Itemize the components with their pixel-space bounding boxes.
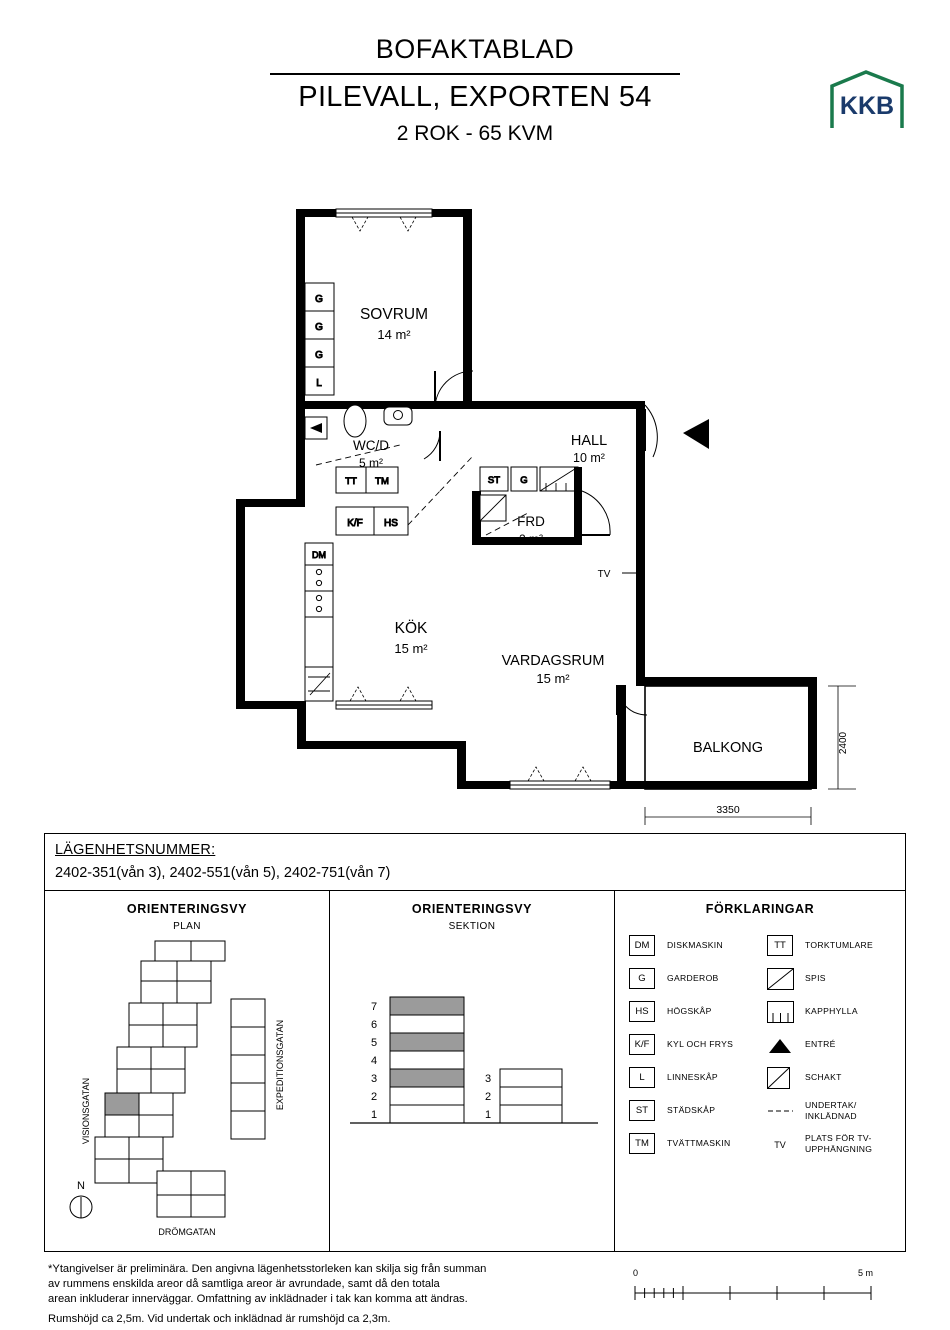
- room-area-hall: 10 m²: [573, 451, 605, 465]
- footnote: [48, 1262, 608, 1327]
- svg-text:5: 5: [370, 1037, 378, 1049]
- legend-item-g: [629, 962, 767, 995]
- room-area-frd: 2 m²: [519, 532, 543, 546]
- north-label: N: [77, 1180, 85, 1192]
- legend-label-undertak: UNDERTAK/ INKLÄDNAD: [805, 1099, 857, 1121]
- section-floor-3-highlight: [390, 1069, 464, 1087]
- legend-label-tm: TVÄTTMASKIN: [667, 1138, 731, 1149]
- page-title: PILEVALL, EXPORTEN 54: [298, 81, 652, 113]
- svg-text:6: 6: [370, 1019, 378, 1031]
- orientation-plan-title: ORIENTERINGSVY: [126, 902, 248, 916]
- legend-left-column: [629, 929, 767, 1160]
- dm-icon: DM: [629, 935, 663, 957]
- section-floor-5-highlight: [390, 1033, 464, 1051]
- legend-label-schakt: SCHAKT: [805, 1072, 842, 1083]
- info-panel: [44, 833, 906, 1252]
- legend-item-kapphylla: [767, 995, 905, 1028]
- header-divider: [270, 73, 680, 75]
- legend-item-st: [629, 1094, 767, 1127]
- svg-text:DM: DM: [312, 550, 326, 560]
- legend-item-spis: [767, 962, 905, 995]
- svg-text:G: G: [520, 475, 528, 486]
- scale-bar: [633, 1270, 873, 1310]
- room-label-vardagsrum: VARDAGSRUM: [501, 653, 605, 669]
- legend-label-st: STÄDSKÅP: [667, 1105, 716, 1116]
- legend-body: [615, 929, 905, 1160]
- l-icon: L: [629, 1067, 663, 1089]
- footnote-line-1: *Ytangivelser är preliminära. Den angivna lägenhetsstorleken kan skilja sig från summan: [48, 1263, 487, 1275]
- svg-text:G: G: [315, 294, 323, 305]
- tv-marker: TV: [597, 569, 611, 580]
- scale-end-label: 5 m: [857, 1268, 873, 1278]
- balcony-depth-dim: 2400: [838, 731, 849, 755]
- svg-text:2: 2: [484, 1091, 492, 1103]
- svg-text:TM: TM: [375, 476, 389, 487]
- footnote-line-3: arean inkluderar innerväggar. Omfattning av inklädnader i tak kan komma att ändras.: [48, 1292, 468, 1305]
- svg-text:1: 1: [484, 1109, 492, 1121]
- document-header: [0, 34, 950, 146]
- svg-text:K/F: K/F: [347, 518, 363, 529]
- room-area-wcd: 5 m²: [359, 456, 383, 470]
- legend-label-kapphylla: KAPPHYLLA: [805, 1006, 858, 1017]
- svg-text:4: 4: [370, 1055, 378, 1067]
- apartment-size: 2 ROK - 65 KVM: [396, 122, 554, 145]
- tt-icon: TT: [767, 935, 801, 957]
- room-label-frd: FRD: [517, 514, 545, 529]
- svg-text:TV: TV: [774, 1139, 786, 1150]
- legend-item-tm: [629, 1127, 767, 1160]
- legend-label-hs: HÖGSKÅP: [667, 1006, 712, 1017]
- svg-text:HS: HS: [384, 518, 398, 529]
- svg-text:L: L: [316, 378, 322, 389]
- svg-text:G: G: [315, 322, 323, 333]
- entre-icon: [767, 1034, 801, 1056]
- room-label-sovrum: SOVRUM: [359, 306, 429, 323]
- schakt-icon: [767, 1067, 801, 1089]
- apartment-number-section: [45, 834, 905, 891]
- room-area-kok: 15 m²: [394, 641, 428, 656]
- svg-text:3: 3: [370, 1073, 378, 1085]
- section-floor-7-highlight: [390, 997, 464, 1015]
- scale-start-label: 0: [633, 1268, 639, 1278]
- room-label-kok: KÖK: [394, 620, 428, 637]
- legend-label-g: GARDEROB: [667, 973, 719, 984]
- legend-item-tt: [767, 929, 905, 962]
- highlighted-apartment: [105, 1093, 139, 1115]
- floorplan-drawing: [0, 195, 950, 825]
- orientation-section-title: ORIENTERINGSVY: [411, 902, 533, 916]
- legend-right-column: [767, 929, 905, 1160]
- legend-item-l: [629, 1061, 767, 1094]
- st-icon: ST: [629, 1100, 663, 1122]
- svg-text:ST: ST: [487, 475, 501, 486]
- legend-label-l: LINNESKÅP: [667, 1072, 718, 1083]
- orientation-plan-column: [45, 891, 330, 1252]
- tm-icon: TM: [629, 1133, 663, 1155]
- footnote-line-4: Rumshöjd ca 2,5m. Vid undertak och inklädnad är rumshöjd ca 2,3m.: [48, 1313, 391, 1326]
- tv-icon: [767, 1133, 801, 1155]
- svg-text:2: 2: [370, 1091, 378, 1103]
- orientation-section-subtitle: SEKTION: [448, 921, 496, 932]
- street-dromgatan: DRÖMGATAN: [158, 1227, 216, 1237]
- legend-title: FÖRKLARINGAR: [705, 902, 815, 916]
- svg-text:G: G: [315, 350, 323, 361]
- kapphylla-icon: [767, 1001, 801, 1023]
- legend-label-spis: SPIS: [805, 973, 826, 984]
- legend-item-schakt: [767, 1061, 905, 1094]
- legend-item-undertak: [767, 1094, 905, 1127]
- room-label-balkong: BALKONG: [692, 740, 764, 756]
- dashed-line-icon: [767, 1100, 801, 1122]
- kf-icon: K/F: [629, 1034, 663, 1056]
- legend-column: [615, 891, 905, 1252]
- orientation-section-column: [330, 891, 615, 1252]
- legend-label-tt: TORKTUMLARE: [805, 940, 874, 951]
- legend-label-kf: KYL OCH FRYS: [667, 1039, 734, 1050]
- logo-text: KKB: [839, 92, 895, 120]
- hs-icon: HS: [629, 1001, 663, 1023]
- room-area-vardagsrum: 15 m²: [536, 671, 570, 686]
- svg-text:1: 1: [370, 1109, 378, 1121]
- spis-icon: [767, 968, 801, 990]
- legend-label-dm: DISKMASKIN: [667, 940, 724, 951]
- room-label-hall: HALL: [570, 433, 608, 449]
- room-area-sovrum: 14 m²: [377, 327, 411, 342]
- orientation-plan-subtitle: PLAN: [173, 921, 201, 932]
- balcony-width-dim: 3350: [716, 804, 740, 816]
- legend-item-entre: [767, 1028, 905, 1061]
- legend-label-entre: ENTRÉ: [805, 1039, 836, 1050]
- document-type: BOFAKTABLAD: [375, 34, 575, 64]
- legend-item-hs: [629, 995, 767, 1028]
- street-visionsgatan: VISIONSGATAN: [81, 1077, 91, 1145]
- kkb-logo: [826, 70, 908, 132]
- legend-item-tv: [767, 1127, 905, 1160]
- legend-label-tv: PLATS FÖR TV- UPPHÄNGNING: [805, 1132, 873, 1154]
- legend-item-dm: [629, 929, 767, 962]
- g-icon: G: [629, 968, 663, 990]
- orientation-plan-drawing: [45, 935, 330, 1245]
- svg-text:TT: TT: [345, 476, 357, 487]
- svg-text:3: 3: [484, 1073, 492, 1085]
- room-label-wcd: WC/D: [353, 438, 389, 453]
- svg-text:7: 7: [370, 1001, 378, 1013]
- footnote-line-2: av rummens enskilda areor då samtliga areor är avrundade, samt då den totala: [48, 1277, 440, 1290]
- legend-item-kf: [629, 1028, 767, 1061]
- apartment-number-title: LÄGENHETSNUMMER:: [55, 842, 216, 858]
- apartment-number-values: 2402-351(vån 3), 2402-551(vån 5), 2402-751(vån 7): [55, 865, 391, 881]
- orientation-section-drawing: [330, 935, 615, 1245]
- street-expeditionsgatan: EXPEDITIONSGATAN: [275, 1019, 285, 1111]
